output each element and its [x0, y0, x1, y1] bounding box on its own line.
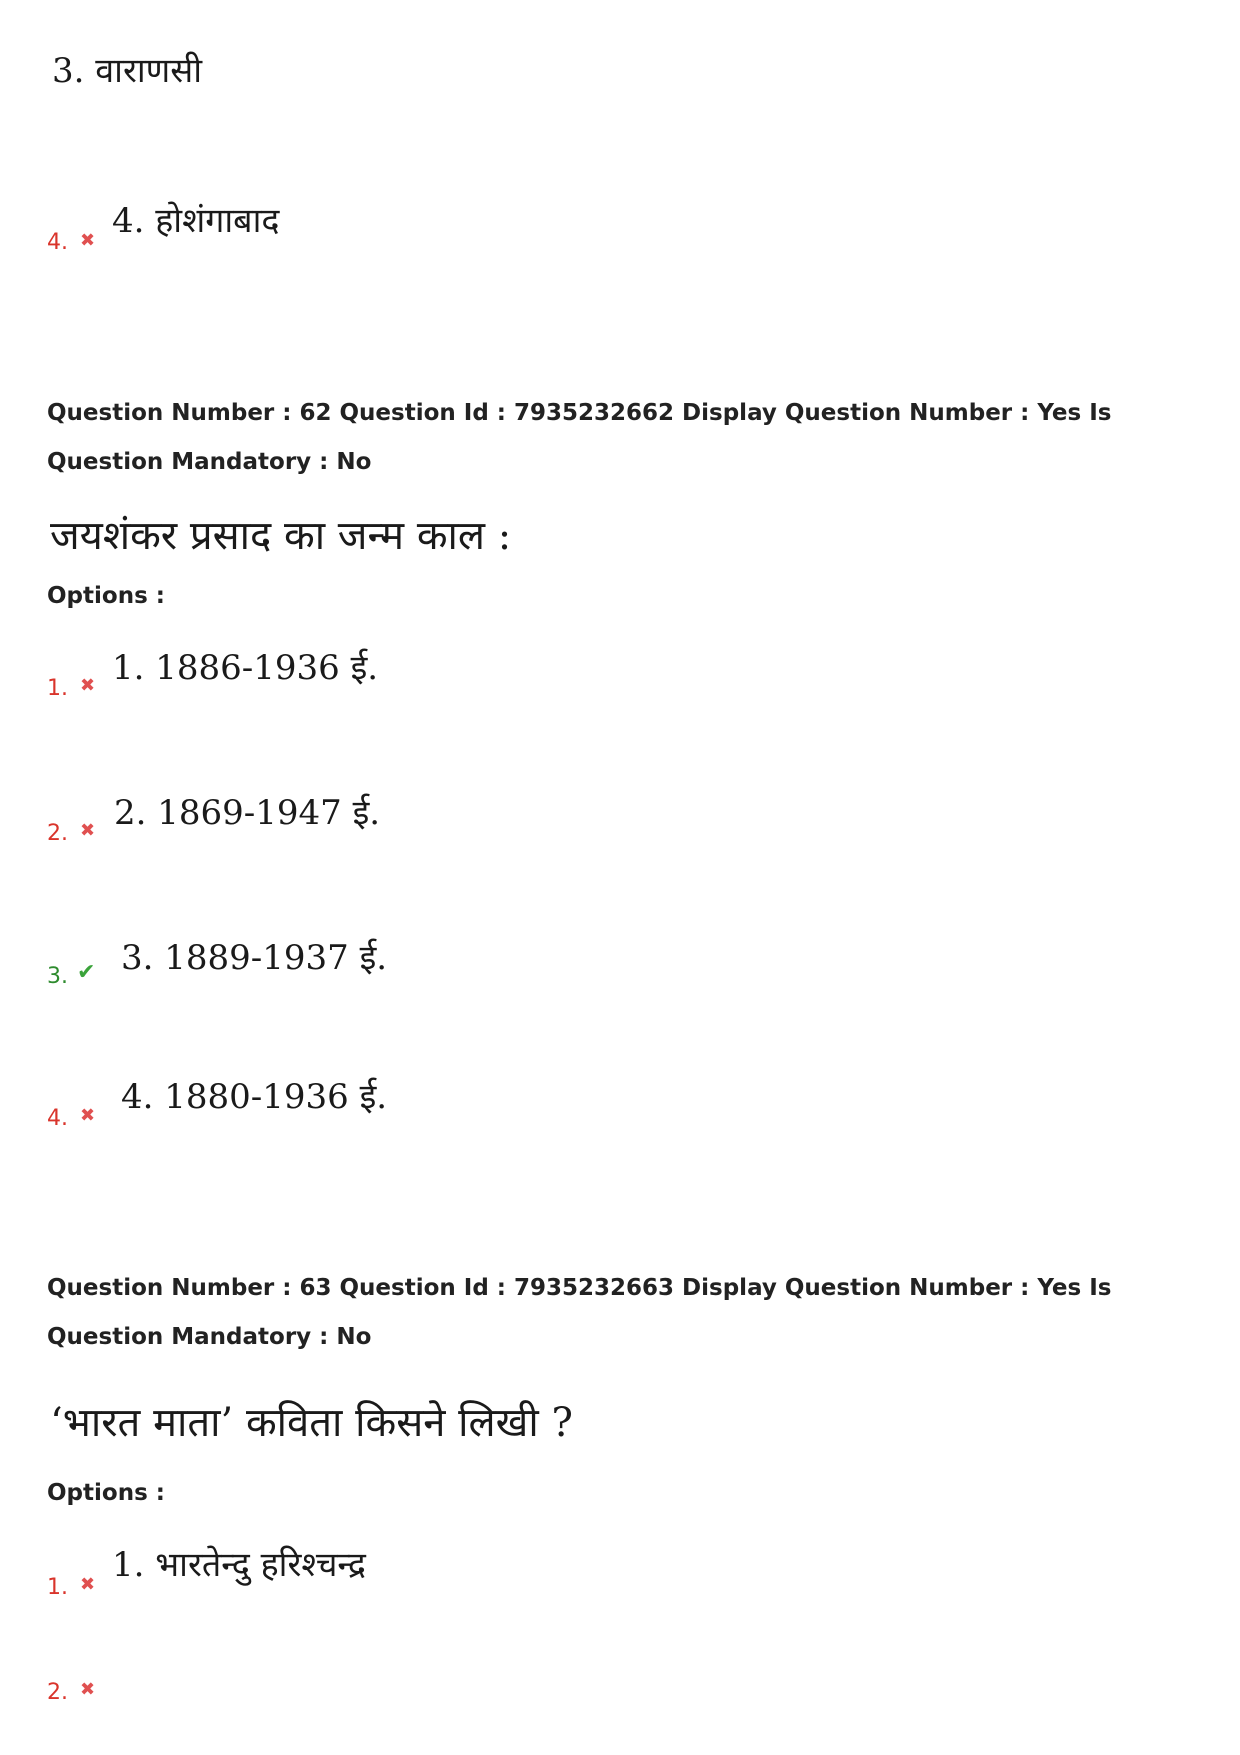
option-text: 2. 1869-1947 ई.	[114, 793, 381, 833]
options-label: Options :	[47, 583, 165, 609]
cross-icon: ✖	[80, 1105, 96, 1126]
options-label: Options :	[47, 1480, 165, 1506]
question-header: Question Number : 62 Question Id : 7935232662 Display Question Number : Yes Is Question Mandatory : No	[47, 400, 1112, 475]
option-text: 1. भारतेन्दु हरिश्चन्द्र	[112, 1545, 366, 1585]
option-label: 2.	[47, 1680, 68, 1705]
option-label: 1.	[47, 1575, 68, 1600]
option-label: 4.	[47, 230, 68, 255]
option-text: 3. वाराणसी	[52, 51, 203, 91]
option-text: 1. 1886-1936 ई.	[112, 648, 379, 688]
option-label: 2.	[47, 821, 68, 846]
cross-icon: ✖	[80, 1679, 96, 1700]
question-text: ‘भारत माता’ कविता किसने लिखी ?	[50, 1400, 573, 1446]
option-label: 3.	[47, 964, 68, 989]
option-text: 4. होशंगाबाद	[112, 201, 280, 241]
cross-icon: ✖	[80, 675, 96, 696]
option-text: 3. 1889-1937 ई.	[121, 938, 388, 978]
check-icon: ✔	[77, 960, 96, 985]
cross-icon: ✖	[80, 1574, 96, 1595]
option-label: 1.	[47, 676, 68, 701]
option-label: 4.	[47, 1106, 68, 1131]
cross-icon: ✖	[80, 230, 96, 251]
question-text: जयशंकर प्रसाद का जन्म काल :	[50, 513, 512, 559]
option-text: 4. 1880-1936 ई.	[121, 1077, 388, 1117]
question-header: Question Number : 63 Question Id : 7935232663 Display Question Number : Yes Is Question Mandatory : No	[47, 1275, 1112, 1350]
cross-icon: ✖	[80, 820, 96, 841]
